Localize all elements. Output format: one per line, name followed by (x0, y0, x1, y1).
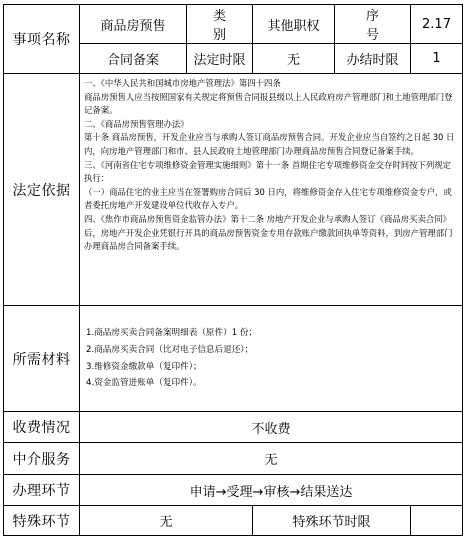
label-legal-time: 法定时限 (187, 44, 253, 74)
label-legal-basis: 法定依据 (4, 74, 80, 306)
serial-value: 2.17 (411, 5, 463, 44)
legal-basis-para: 商品房预售人应当按照国家有关规定将预售合同报县级以上人民政府房产管理部门和土地管理部门登记备案。 (84, 91, 453, 116)
label-serial: 序 号 (335, 5, 411, 44)
material-item: 4.资金监管进账单（复印件）。 (86, 378, 202, 389)
item-name-line2: 合同备案 (80, 44, 187, 74)
legal-basis-para: 第十条 商品房预售，开发企业应当与承购人签订商品房预售合同。开发企业应当自签约之日起 30 日内，向房地产管理部门和市、县人民政府土地管理部门办理商品房预售合同登记备案手续。 (84, 132, 455, 156)
label-special: 特殊环节 (4, 506, 80, 536)
special-time-value (411, 506, 463, 536)
agency-value: 无 (80, 443, 463, 475)
legal-time-value: 无 (253, 44, 335, 74)
label-materials: 所需材料 (4, 306, 80, 412)
special-value: 无 (80, 506, 253, 536)
material-item: 2.商品房买卖合同（比对电子信息后退还）； (86, 344, 254, 355)
legal-basis-text (80, 74, 463, 306)
label-special-time: 特殊环节时限 (253, 506, 411, 536)
fees-value: 不收费 (80, 412, 463, 443)
matter-info-table (3, 4, 463, 536)
legal-basis-para: 四、《焦作市商品房预售资金监管办法》第十二条 房地产开发企业与承购人签订《商品房买卖合同》后，房地产开发企业凭银行开具的商品房预售资金专用存款账户缴款回执单等资料，到房产管理部门办理商品房合同备案手续。 (84, 213, 453, 252)
legal-basis-para: 二、《商品房预售管理办法》 (84, 118, 189, 129)
label-item-name: 事项名称 (4, 5, 80, 74)
process-time-value: 1 (411, 44, 463, 74)
materials-list (80, 306, 463, 412)
label-agency: 中介服务 (4, 443, 80, 475)
legal-basis-para: 一、《中华人民共和国城市房地产管理法》第四十四条 (84, 78, 281, 88)
legal-basis-para: 三、《河南省住宅专项维修资金管理实施细则》第十一条 首期住宅专项维修资金交存时间按下列规定执行： (84, 159, 451, 184)
item-name-line1: 商品房预售 (80, 5, 187, 44)
label-fees: 收费情况 (4, 412, 80, 443)
material-item: 1.商品房买卖合同备案明细表（原件）1 份； (86, 327, 258, 338)
label-process-time: 办结时限 (335, 44, 411, 74)
label-category: 类 别 (187, 5, 253, 44)
label-process: 办理环节 (4, 475, 80, 506)
material-item: 3.维修资金缴款单（复印件）； (86, 361, 202, 372)
legal-basis-para: （一）商品住宅的业主应当在签署购房合同后 30 日内，将维修资金存入住宅专项维修资金专户，或者委托房地产开发建设单位代收存入专户。 (84, 186, 452, 211)
category-value: 其他职权 (253, 5, 335, 44)
process-flow: 申请→受理→审核→结果送达 (80, 475, 463, 506)
